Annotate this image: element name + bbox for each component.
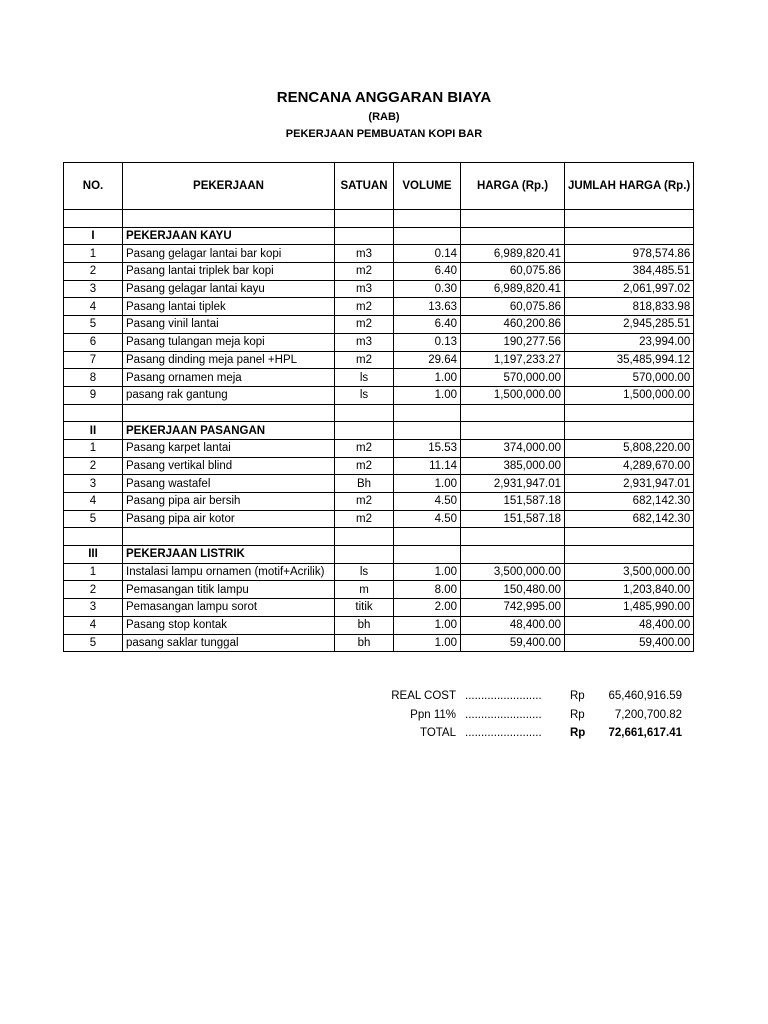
cell-work: PEKERJAAN KAYU — [123, 227, 335, 245]
table-row — [64, 333, 694, 351]
cell-unit: m2 — [335, 298, 394, 316]
cell-price: 6,989,820.41 — [461, 245, 565, 263]
cell-work: Pemasangan titik lampu — [123, 581, 335, 599]
summary-currency: Rp — [570, 709, 585, 721]
table-row — [64, 616, 694, 634]
cell-price: 150,480.00 — [461, 581, 565, 599]
cell-price — [461, 227, 565, 245]
cell-price: 742,995.00 — [461, 599, 565, 617]
cell-unit: bh — [335, 634, 394, 652]
cell-unit: m2 — [335, 316, 394, 334]
cell-work: Pasang pipa air bersih — [123, 493, 335, 511]
cell-unit — [335, 422, 394, 440]
cell-work: PEKERJAAN PASANGAN — [123, 422, 335, 440]
cell-no: 1 — [64, 439, 123, 457]
cell-volume — [394, 546, 461, 564]
summary-currency: Rp — [570, 727, 586, 739]
cell-price — [461, 210, 565, 228]
cell-unit — [335, 227, 394, 245]
cell-work: Pasang tulangan meja kopi — [123, 333, 335, 351]
cell-work — [123, 210, 335, 228]
cell-work: Pasang gelagar lantai bar kopi — [123, 245, 335, 263]
cell-volume: 13.63 — [394, 298, 461, 316]
table-row — [64, 316, 694, 334]
cell-total: 3,500,000.00 — [565, 563, 694, 581]
document-subtitle: (RAB) — [368, 111, 400, 123]
cell-no: I — [64, 227, 123, 245]
cell-volume — [394, 404, 461, 422]
cell-price — [461, 528, 565, 546]
cell-total — [565, 422, 694, 440]
cell-volume: 4.50 — [394, 493, 461, 511]
cell-total: 35,485,994.12 — [565, 351, 694, 369]
cell-total: 978,574.86 — [565, 245, 694, 263]
table-row — [64, 298, 694, 316]
summary-dots: ........................ — [465, 690, 542, 702]
cell-price: 1,500,000.00 — [461, 386, 565, 404]
cell-no — [64, 404, 123, 422]
cell-no: 5 — [64, 510, 123, 528]
cell-total: 682,142.30 — [565, 510, 694, 528]
cell-price — [461, 404, 565, 422]
cell-price: 60,075.86 — [461, 298, 565, 316]
cell-no — [64, 210, 123, 228]
cell-unit: m2 — [335, 351, 394, 369]
cell-price: 48,400.00 — [461, 616, 565, 634]
cell-price: 385,000.00 — [461, 457, 565, 475]
cell-no: 2 — [64, 581, 123, 599]
cell-total: 682,142.30 — [565, 493, 694, 511]
cell-no: 5 — [64, 316, 123, 334]
cell-price: 60,075.86 — [461, 263, 565, 281]
cell-work: Instalasi lampu ornamen (motif+Acrilik) — [123, 563, 335, 581]
cell-work: Pasang gelagar lantai kayu — [123, 280, 335, 298]
cell-work: Pasang vinil lantai — [123, 316, 335, 334]
cell-volume: 1.00 — [394, 563, 461, 581]
cell-volume — [394, 422, 461, 440]
header-price: HARGA (Rp.) — [461, 163, 565, 210]
cell-volume: 2.00 — [394, 599, 461, 617]
cell-work: Pasang dinding meja panel +HPL — [123, 351, 335, 369]
cell-volume: 1.00 — [394, 634, 461, 652]
blank-row — [64, 404, 694, 422]
cell-total: 5,808,220.00 — [565, 439, 694, 457]
cell-unit: m3 — [335, 280, 394, 298]
summary-label: REAL COST — [391, 690, 456, 702]
cell-no: 5 — [64, 634, 123, 652]
section-header-row — [64, 546, 694, 564]
cell-unit: m3 — [335, 245, 394, 263]
cell-price: 3,500,000.00 — [461, 563, 565, 581]
header-no: NO. — [64, 163, 123, 210]
cell-volume — [394, 528, 461, 546]
cell-price: 1,197,233.27 — [461, 351, 565, 369]
cell-unit: m2 — [335, 510, 394, 528]
cell-total: 2,945,285.51 — [565, 316, 694, 334]
cell-work: Pasang wastafel — [123, 475, 335, 493]
cell-volume: 0.14 — [394, 245, 461, 263]
table-row — [64, 263, 694, 281]
cell-volume: 6.40 — [394, 263, 461, 281]
cell-price: 190,277.56 — [461, 333, 565, 351]
cell-work: PEKERJAAN LISTRIK — [123, 546, 335, 564]
section-header-row — [64, 227, 694, 245]
cell-total — [565, 210, 694, 228]
table-row — [64, 457, 694, 475]
table-row — [64, 599, 694, 617]
cell-no: 2 — [64, 457, 123, 475]
cell-unit — [335, 528, 394, 546]
table-header-row — [64, 163, 694, 210]
table-row — [64, 351, 694, 369]
cell-no: 9 — [64, 386, 123, 404]
cell-total: 1,500,000.00 — [565, 386, 694, 404]
header-unit: SATUAN — [335, 163, 394, 210]
cell-total: 818,833.98 — [565, 298, 694, 316]
cell-work — [123, 528, 335, 546]
cell-price: 460,200.86 — [461, 316, 565, 334]
cell-volume: 11.14 — [394, 457, 461, 475]
project-name: PEKERJAAN PEMBUATAN KOPI BAR — [285, 128, 483, 140]
cell-total: 384,485.51 — [565, 263, 694, 281]
header-volume: VOLUME — [394, 163, 461, 210]
cell-no: 2 — [64, 263, 123, 281]
blank-row — [64, 528, 694, 546]
header-total: JUMLAH HARGA (Rp.) — [565, 163, 694, 210]
summary-value: 65,460,916.59 — [608, 690, 682, 702]
cell-work: Pasang ornamen meja — [123, 369, 335, 387]
cell-volume: 15.53 — [394, 439, 461, 457]
cell-price: 2,931,947.01 — [461, 475, 565, 493]
cell-work: Pasang karpet lantai — [123, 439, 335, 457]
cell-total: 23,994.00 — [565, 333, 694, 351]
cell-no: 8 — [64, 369, 123, 387]
cell-unit: m2 — [335, 439, 394, 457]
cell-total: 570,000.00 — [565, 369, 694, 387]
cell-no: 4 — [64, 616, 123, 634]
header-work: PEKERJAAN — [123, 163, 335, 210]
summary-label: TOTAL — [420, 727, 456, 739]
cell-unit: m — [335, 581, 394, 599]
cell-total: 59,400.00 — [565, 634, 694, 652]
cell-volume: 29.64 — [394, 351, 461, 369]
table-row — [64, 369, 694, 387]
blank-row — [64, 210, 694, 228]
cell-volume: 6.40 — [394, 316, 461, 334]
cell-unit: m3 — [335, 333, 394, 351]
cell-work: Pemasangan lampu sorot — [123, 599, 335, 617]
cell-no: 6 — [64, 333, 123, 351]
cell-unit: titik — [335, 599, 394, 617]
cell-work: Pasang stop kontak — [123, 616, 335, 634]
table-row — [64, 475, 694, 493]
cell-total — [565, 528, 694, 546]
table-row — [64, 245, 694, 263]
table-row — [64, 563, 694, 581]
cell-no — [64, 528, 123, 546]
table-row — [64, 386, 694, 404]
cell-no: II — [64, 422, 123, 440]
table-row — [64, 493, 694, 511]
cell-unit — [335, 546, 394, 564]
cell-work: Pasang lantai triplek bar kopi — [123, 263, 335, 281]
cell-unit: bh — [335, 616, 394, 634]
cell-price: 6,989,820.41 — [461, 280, 565, 298]
cell-no: 3 — [64, 280, 123, 298]
cell-total: 48,400.00 — [565, 616, 694, 634]
cell-total: 2,931,947.01 — [565, 475, 694, 493]
cell-volume: 4.50 — [394, 510, 461, 528]
cell-price: 374,000.00 — [461, 439, 565, 457]
table-row — [64, 510, 694, 528]
cell-volume: 1.00 — [394, 475, 461, 493]
summary-currency: Rp — [570, 690, 585, 702]
cell-work: Pasang lantai tiplek — [123, 298, 335, 316]
summary-label: Ppn 11% — [410, 709, 456, 721]
table-row — [64, 280, 694, 298]
cell-unit: m2 — [335, 457, 394, 475]
cell-no: 4 — [64, 493, 123, 511]
cell-total: 2,061,997.02 — [565, 280, 694, 298]
cell-unit: ls — [335, 563, 394, 581]
cell-volume — [394, 210, 461, 228]
cell-volume: 8.00 — [394, 581, 461, 599]
summary-dots: ........................ — [465, 709, 542, 721]
cell-volume: 1.00 — [394, 386, 461, 404]
summary-value: 7,200,700.82 — [614, 709, 682, 721]
cell-no: 7 — [64, 351, 123, 369]
cell-price: 151,587.18 — [461, 510, 565, 528]
table-row — [64, 581, 694, 599]
cell-no: III — [64, 546, 123, 564]
cell-price: 570,000.00 — [461, 369, 565, 387]
cell-volume — [394, 227, 461, 245]
cell-volume: 0.30 — [394, 280, 461, 298]
cell-unit: m2 — [335, 493, 394, 511]
cell-total — [565, 227, 694, 245]
cell-work: Pasang pipa air kotor — [123, 510, 335, 528]
cell-total: 1,485,990.00 — [565, 599, 694, 617]
cell-work: pasang rak gantung — [123, 386, 335, 404]
cell-no: 4 — [64, 298, 123, 316]
cell-volume: 0.13 — [394, 333, 461, 351]
cell-unit — [335, 210, 394, 228]
cell-price — [461, 546, 565, 564]
table-row — [64, 439, 694, 457]
cell-work: pasang saklar tunggal — [123, 634, 335, 652]
cell-unit: ls — [335, 369, 394, 387]
summary-value: 72,661,617.41 — [608, 727, 682, 739]
cell-total — [565, 546, 694, 564]
cell-work: Pasang vertikal blind — [123, 457, 335, 475]
cell-price: 59,400.00 — [461, 634, 565, 652]
cell-total — [565, 404, 694, 422]
cell-price: 151,587.18 — [461, 493, 565, 511]
document-title: RENCANA ANGGARAN BIAYA — [276, 89, 492, 106]
table-row — [64, 634, 694, 652]
cell-unit — [335, 404, 394, 422]
cell-no: 3 — [64, 599, 123, 617]
cell-work — [123, 404, 335, 422]
cell-unit: Bh — [335, 475, 394, 493]
cell-volume: 1.00 — [394, 616, 461, 634]
table-body — [64, 210, 694, 652]
section-header-row — [64, 422, 694, 440]
cell-total: 1,203,840.00 — [565, 581, 694, 599]
cell-no: 1 — [64, 563, 123, 581]
cell-unit: m2 — [335, 263, 394, 281]
cell-price — [461, 422, 565, 440]
rab-table — [63, 162, 694, 652]
cell-volume: 1.00 — [394, 369, 461, 387]
cell-no: 1 — [64, 245, 123, 263]
cell-total: 4,289,670.00 — [565, 457, 694, 475]
summary-dots: ........................ — [465, 727, 542, 739]
cell-no: 3 — [64, 475, 123, 493]
cell-unit: ls — [335, 386, 394, 404]
